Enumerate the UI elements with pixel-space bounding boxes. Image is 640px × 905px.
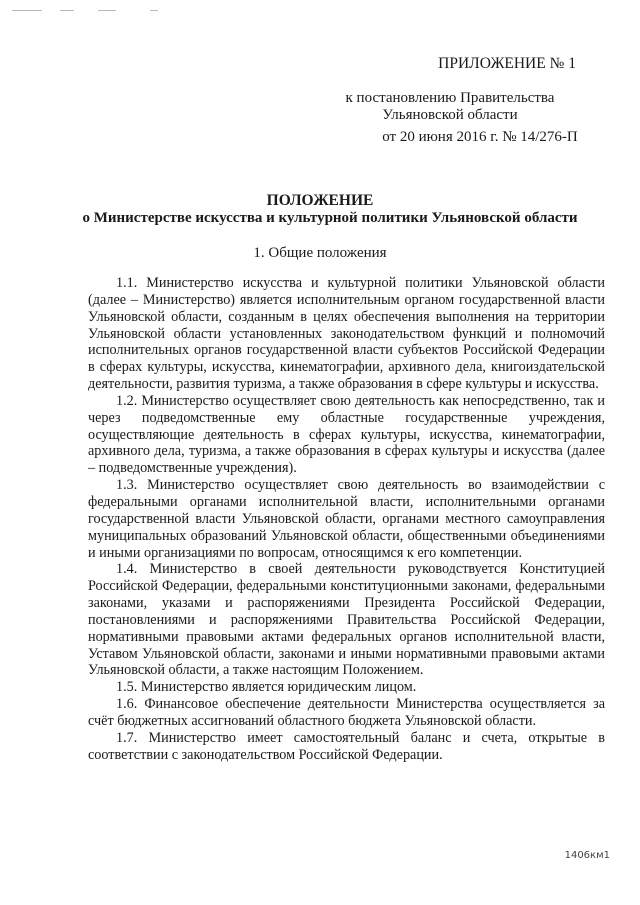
scan-artifact [98, 10, 116, 11]
paragraph-1-7: 1.7. Министерство имеет самостоятельный баланс и счета, открытые в соответствии с законодательством Российской Федерации. [88, 729, 605, 763]
paragraph-1-2: 1.2. Министерство осуществляет свою деятельность как непосредственно, так и через подведомственные ему областные государственные учреждения, осуществляющие деятельность в сферах культуры, искусства, кинематографии, архивного дела, туризма, а также образования в сферах культуры и искусства (далее – подведомственные учреждения). [88, 392, 605, 477]
document-subtitle: о Министерстве искусства и культурной политики Ульяновской области [82, 210, 578, 226]
paragraph-1-3: 1.3. Министерство осуществляет свою деятельность во взаимодействии с федеральными органами исполнительной власти, исполнительными органами государственной власти Ульяновской области, органами местного самоуправления муниципальных образований Ульяновской области, общественными объединениями и иными организациями по вопросам, относящимся к его компетенции. [88, 477, 605, 561]
document-body [88, 275, 605, 763]
paragraph-1-1: 1.1. Министерство искусства и культурной политики Ульяновской области (далее – Министерство) является исполнительным органом государственной власти Ульяновской области, созданным в целях обеспечения выполнения на территории Ульяновской области установленных законодательством функций и полномочий исполнительных органов государственной власти субъектов Российской Федерации в сферах культуры, искусства, кинематографии, архивного дела, книгоиздательской деятельности, развития туризма, а также образования в сфере культуры и искусства. [88, 275, 605, 393]
appendix-label: ПРИЛОЖЕНИЕ № 1 [438, 55, 576, 72]
resolution-region: Ульяновской области [382, 107, 518, 123]
document-title: ПОЛОЖЕНИЕ [266, 192, 374, 209]
paragraph-1-4: 1.4. Министерство в своей деятельности руководствуется Конституцией Российской Федерации, федеральными конституционными законами, федеральными законами, указами и распоряжениями Президента Российской Федерации, постановлениями и распоряжениями Правительства Российской Федерации, нормативными правовыми актами федеральных органов исполнительной власти, Уставом Ульяновской области, законами и иными нормативными правовыми актами Ульяновской области, а также настоящим Положением. [88, 561, 605, 679]
paragraph-1-5: 1.5. Министерство является юридическим лицом. [116, 679, 417, 696]
resolution-reference: к постановлению Правительства [345, 90, 555, 106]
scan-artifact [12, 10, 42, 11]
scan-artifact [150, 10, 158, 11]
paragraph-1-6: 1.6. Финансовое обеспечение деятельности Министерства осуществляется за счёт бюджетных ассигнований областного бюджета Ульяновской области. [88, 696, 605, 729]
resolution-date: от 20 июня 2016 г. № 14/276-П [382, 129, 578, 145]
scan-artifact [60, 10, 74, 11]
section-heading: 1. Общие положения [253, 245, 387, 261]
document-code: 1406км1 [564, 850, 610, 861]
